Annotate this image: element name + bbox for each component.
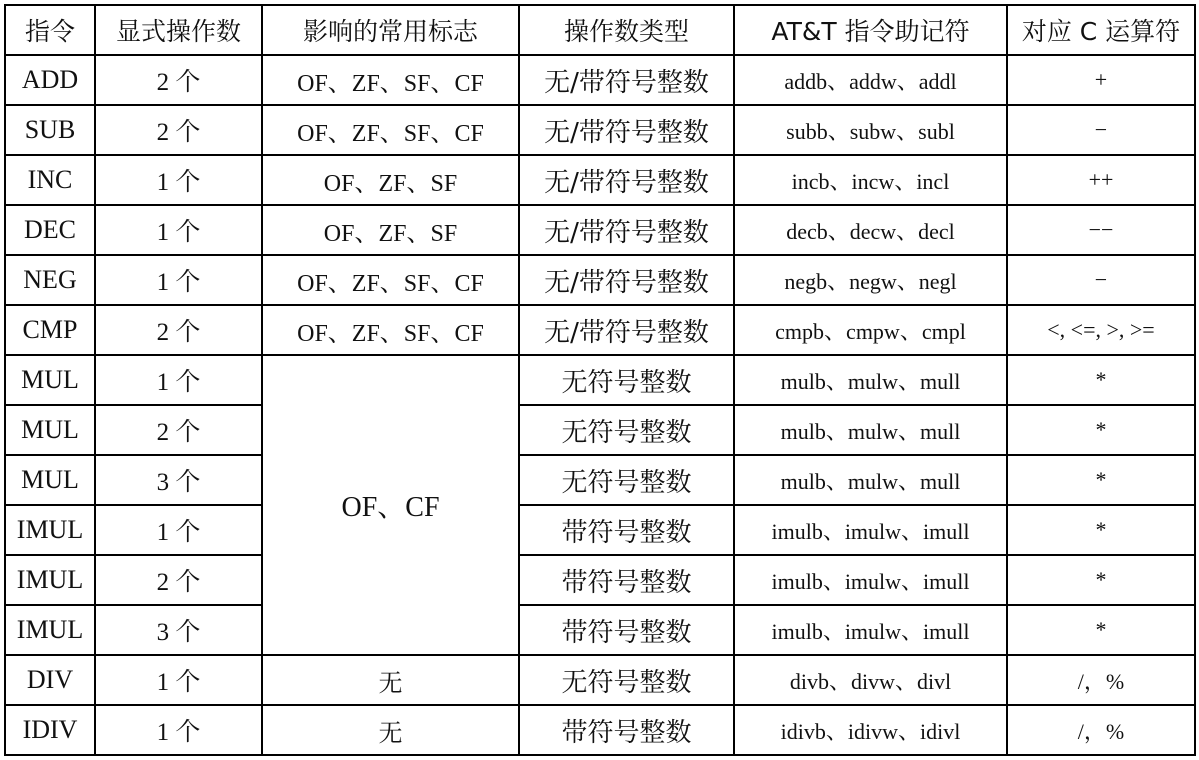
c-operator-cell: − — [1007, 105, 1195, 155]
flags-cell: OF、ZF、SF、CF — [262, 105, 519, 155]
c-operator-cell: ++ — [1007, 155, 1195, 205]
mnemonic-cell: incb、incw、incl — [734, 155, 1007, 205]
instruction-cell: DEC — [5, 205, 95, 255]
table-row — [5, 555, 1195, 605]
c-operator-cell: * — [1007, 455, 1195, 505]
table-row — [5, 305, 1195, 355]
mnemonic-cell: addb、addw、addl — [734, 55, 1007, 105]
mnemonic-cell: decb、decw、decl — [734, 205, 1007, 255]
table-row — [5, 255, 1195, 305]
table-row — [5, 505, 1195, 555]
mnemonic-cell: negb、negw、negl — [734, 255, 1007, 305]
operand-count-cell: 1 个 — [95, 355, 262, 405]
operand-type-cell: 无/带符号整数 — [519, 155, 734, 205]
instruction-cell: DIV — [5, 655, 95, 705]
operand-count-cell: 3 个 — [95, 605, 262, 655]
operand-type-cell: 无符号整数 — [519, 455, 734, 505]
c-operator-cell: * — [1007, 505, 1195, 555]
instruction-cell: NEG — [5, 255, 95, 305]
table-row — [5, 105, 1195, 155]
instruction-cell: IMUL — [5, 505, 95, 555]
instruction-cell: IMUL — [5, 555, 95, 605]
table-row — [5, 605, 1195, 655]
header-c-operator: 对应 C 运算符 — [1007, 5, 1195, 55]
c-operator-cell: − — [1007, 255, 1195, 305]
operand-count-cell: 1 个 — [95, 205, 262, 255]
mnemonic-cell: imulb、imulw、imull — [734, 605, 1007, 655]
instruction-table — [4, 4, 1196, 756]
flags-cell: 无 — [262, 655, 519, 705]
operand-type-cell: 无/带符号整数 — [519, 105, 734, 155]
flags-cell: OF、ZF、SF — [262, 205, 519, 255]
operand-type-cell: 无/带符号整数 — [519, 55, 734, 105]
mnemonic-cell: divb、divw、divl — [734, 655, 1007, 705]
operand-type-cell: 带符号整数 — [519, 705, 734, 755]
header-operand-count: 显式操作数 — [95, 5, 262, 55]
instruction-cell: CMP — [5, 305, 95, 355]
c-operator-cell: + — [1007, 55, 1195, 105]
mnemonic-cell: imulb、imulw、imull — [734, 555, 1007, 605]
header-mnemonic: AT&T 指令助记符 — [734, 5, 1007, 55]
c-operator-cell: <, <=, >, >= — [1007, 305, 1195, 355]
instruction-cell: IMUL — [5, 605, 95, 655]
instruction-cell: SUB — [5, 105, 95, 155]
mnemonic-cell: mulb、mulw、mull — [734, 455, 1007, 505]
instruction-cell: INC — [5, 155, 95, 205]
operand-count-cell: 2 个 — [95, 55, 262, 105]
mnemonic-cell: mulb、mulw、mull — [734, 355, 1007, 405]
flags-cell: OF、ZF、SF、CF — [262, 55, 519, 105]
operand-count-cell: 1 个 — [95, 505, 262, 555]
operand-type-cell: 无/带符号整数 — [519, 255, 734, 305]
mnemonic-cell: mulb、mulw、mull — [734, 405, 1007, 455]
c-operator-cell: /，% — [1007, 705, 1195, 755]
operand-type-cell: 无符号整数 — [519, 355, 734, 405]
table-row — [5, 705, 1195, 755]
c-operator-cell: * — [1007, 355, 1195, 405]
table-row — [5, 355, 1195, 405]
table-row — [5, 155, 1195, 205]
operand-type-cell: 无符号整数 — [519, 655, 734, 705]
c-operator-cell: * — [1007, 605, 1195, 655]
operand-count-cell: 2 个 — [95, 105, 262, 155]
c-operator-cell: −− — [1007, 205, 1195, 255]
instruction-cell: MUL — [5, 355, 95, 405]
operand-count-cell: 1 个 — [95, 255, 262, 305]
flags-cell-merged: OF、CF — [262, 355, 519, 655]
operand-type-cell: 带符号整数 — [519, 605, 734, 655]
c-operator-cell: * — [1007, 405, 1195, 455]
operand-type-cell: 无/带符号整数 — [519, 205, 734, 255]
operand-type-cell: 带符号整数 — [519, 505, 734, 555]
flags-cell: OF、ZF、SF、CF — [262, 255, 519, 305]
operand-count-cell: 3 个 — [95, 455, 262, 505]
operand-count-cell: 2 个 — [95, 305, 262, 355]
header-flags: 影响的常用标志 — [262, 5, 519, 55]
mnemonic-cell: imulb、imulw、imull — [734, 505, 1007, 555]
operand-count-cell: 2 个 — [95, 555, 262, 605]
flags-cell: OF、ZF、SF — [262, 155, 519, 205]
operand-type-cell: 无/带符号整数 — [519, 305, 734, 355]
c-operator-cell: /，% — [1007, 655, 1195, 705]
mnemonic-cell: cmpb、cmpw、cmpl — [734, 305, 1007, 355]
table-row — [5, 405, 1195, 455]
header-row — [5, 5, 1195, 55]
instruction-cell: MUL — [5, 405, 95, 455]
instruction-cell: ADD — [5, 55, 95, 105]
mnemonic-cell: idivb、idivw、idivl — [734, 705, 1007, 755]
mnemonic-cell: subb、subw、subl — [734, 105, 1007, 155]
table-row — [5, 655, 1195, 705]
operand-type-cell: 带符号整数 — [519, 555, 734, 605]
c-operator-cell: * — [1007, 555, 1195, 605]
flags-cell: 无 — [262, 705, 519, 755]
operand-count-cell: 2 个 — [95, 405, 262, 455]
table-row — [5, 205, 1195, 255]
table-row — [5, 455, 1195, 505]
header-operand-type: 操作数类型 — [519, 5, 734, 55]
flags-cell: OF、ZF、SF、CF — [262, 305, 519, 355]
instruction-cell: MUL — [5, 455, 95, 505]
operand-count-cell: 1 个 — [95, 155, 262, 205]
operand-type-cell: 无符号整数 — [519, 405, 734, 455]
operand-count-cell: 1 个 — [95, 655, 262, 705]
instruction-cell: IDIV — [5, 705, 95, 755]
operand-count-cell: 1 个 — [95, 705, 262, 755]
header-instruction: 指令 — [5, 5, 95, 55]
table-row — [5, 55, 1195, 105]
